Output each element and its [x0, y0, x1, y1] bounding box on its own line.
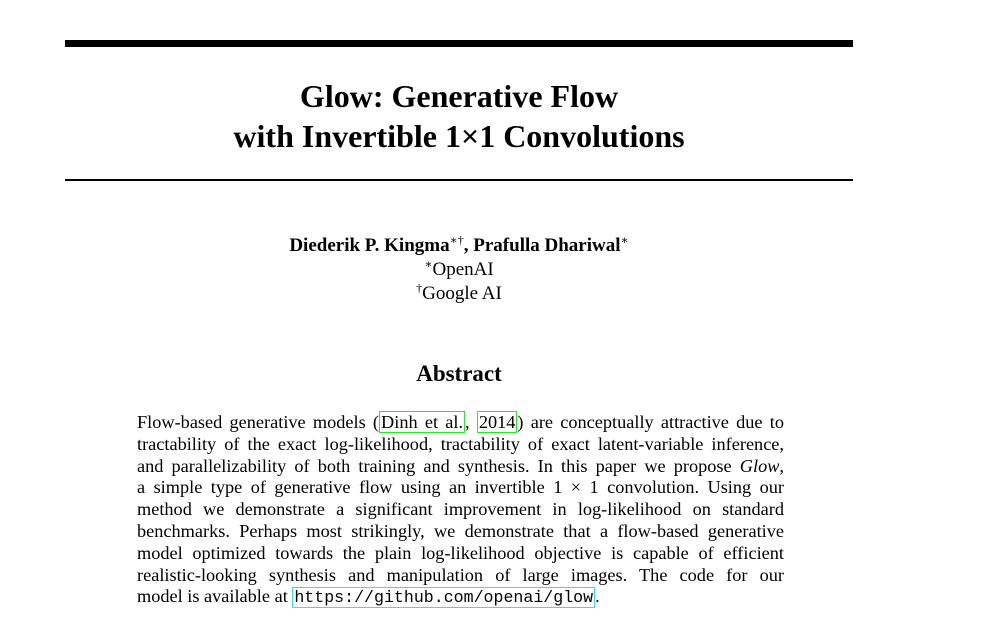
author-dhariwal-marks: ∗	[620, 233, 629, 247]
affiliation-openai	[65, 258, 853, 282]
glow-emphasis: Glow	[739, 455, 780, 476]
abstract-line-9	[137, 586, 784, 609]
abstract-body	[137, 412, 784, 609]
abstract-text: and parallelizability of both training and synthesis. In this paper we propose	[137, 455, 740, 476]
affiliation-google-mark: †	[416, 281, 423, 295]
abstract-line-8: realistic-looking synthesis and manipulation of large images. The code for our	[137, 564, 784, 585]
abstract-line-5: method we demonstrate a significant improvement in log-likelihood on standard	[137, 499, 784, 520]
abstract-text: .	[595, 586, 600, 607]
title-line-1: Glow: Generative Flow	[299, 78, 619, 114]
abstract-line-3	[137, 456, 784, 478]
abstract-text: model is available at	[137, 586, 293, 607]
abstract-line-1	[137, 412, 784, 434]
title-bottom-rule	[65, 179, 853, 181]
citation-link-author[interactable]: Dinh et al.	[381, 412, 464, 432]
affiliation-openai-mark: ∗	[424, 257, 433, 271]
citation-link-year[interactable]: 2014	[478, 412, 516, 432]
abstract-line-4: a simple type of generative flow using an invertible 1 × 1 convolution. Using our	[137, 477, 784, 498]
author-block	[65, 234, 853, 306]
abstract-text: ,	[779, 455, 784, 476]
abstract-heading: Abstract	[416, 361, 502, 386]
paper-title	[65, 76, 853, 156]
code-url-link[interactable]: https://github.com/openai/glow	[294, 588, 594, 608]
abstract-text: Flow-based generative models (	[137, 412, 380, 432]
citation-separator: ,	[465, 412, 477, 432]
abstract-line-2: tractability of the exact log-likelihood, tractability of exact latent-variable inference,	[137, 433, 784, 454]
author-kingma: Diederik P. Kingma	[289, 235, 450, 256]
author-dhariwal: Prafulla Dhariwal	[473, 235, 621, 256]
top-rule	[65, 40, 853, 47]
abstract-text: ) are conceptually attractive due to	[517, 412, 784, 432]
title-line-2: with Invertible 1×1 Convolutions	[233, 118, 685, 154]
abstract-line-6: benchmarks. Perhaps most strikingly, we demonstrate that a flow-based generative	[137, 520, 784, 541]
affiliation-google-name: Google AI	[422, 283, 502, 304]
abstract-line-7: model optimized towards the plain log-likelihood objective is capable of efficient	[137, 542, 784, 563]
author-names	[289, 235, 620, 256]
author-kingma-marks: ∗†	[449, 233, 464, 247]
affiliation-google	[65, 282, 853, 306]
affiliation-openai-name: OpenAI	[432, 259, 494, 280]
author-separator: ,	[463, 235, 474, 256]
